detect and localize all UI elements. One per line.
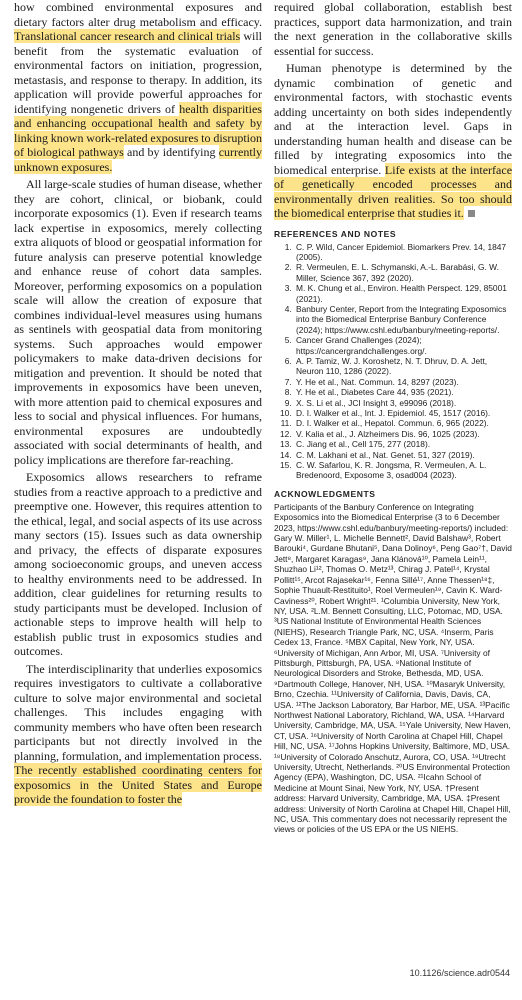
right-column — [274, 0, 512, 835]
text-run: The interdisciplinarity that underlies exposomics requires investigators to cultivate a collaborative culture to solve major environmental and societal challenges. This includes engaging with community members who have often been research participants but not directly involved in the planning, formulation, and implementation process. — [14, 661, 262, 763]
reference-item: 11. D. I. Walker et al., Hepatol. Commun. 6, 965 (2022). — [294, 418, 512, 428]
reference-item: 2. R. Vermeulen, E. L. Schymanski, A.-L. Barabási, G. W. Miller, Science 367, 392 (2020). — [294, 262, 512, 283]
reference-item: 3. M. K. Chung et al., Environ. Health Perspect. 129, 85001 (2021). — [294, 283, 512, 304]
end-of-article-icon — [468, 210, 475, 217]
references-list — [274, 242, 512, 481]
text-run: will benefit from the systematic evaluation of environmental factors on initiation, progression, metastasis, and response to therapy. In addition, its application will provide powerful approaches for identifying nongenetic drivers of — [14, 29, 262, 116]
doi-label: 10.1126/science.adr0544 — [409, 968, 510, 978]
paragraph-5 — [274, 61, 512, 221]
paragraph-2: All large-scale studies of human disease, whether they are cohort, clinical, or biobank, could incorporate exposomics (1). Even if research teams lack expertise in exposomics, merely collecting extra aliquots of blood or geospatial information for future analysis can preserve potential knowledge and enhance reuse of cohort data samples. Moreover, performing exposomics on a population scale will allow the creation of exposure that combines individual-level measures using humans as sentinels with geospatial data from monitoring systems. Such approaches would empower policymakers to make data-driven decisions for mitigation and prevention. It should be noted that improvements in exposomics have been uneven, with more attention paid to chemical exposures and less to social and physical influences. For humans, environmental exposures are undoubtedly associated with social determinants of health, and policy implications are therefore far-reaching. — [14, 177, 262, 467]
reference-item: 12. V. Kalia et al., J. Alzheimers Dis. 96, 1025 (2023). — [294, 429, 512, 439]
paragraph-4 — [14, 662, 262, 807]
reference-item: 5. Cancer Grand Challenges (2024); https://cancergrandchallenges.org/. — [294, 335, 512, 356]
reference-item: 6. A. P. Tamiz, W. J. Koroshetz, N. T. Dhruv, D. A. Jett, Neuron 110, 1286 (2022). — [294, 356, 512, 377]
paragraph-4-continued: required global collaboration, establish best practices, support data harmonization, and train the next generation in the collaborative skills essential for success. — [274, 0, 512, 58]
reference-item: 13. C. Jiang et al., Cell 175, 277 (2018). — [294, 439, 512, 449]
acknowledgments-heading: ACKNOWLEDGMENTS — [274, 488, 376, 499]
references-heading: REFERENCES AND NOTES — [274, 228, 397, 239]
highlight: The recently established coordinating centers for exposomics in the United States and Europe provide the foundation to foster the — [14, 763, 262, 806]
reference-item: 15. C. W. Safarlou, K. R. Jongsma, R. Vermeulen, A. L. Bredenoord, Exposome 3, osad004 (2023). — [294, 460, 512, 481]
paragraph-3: Exposomics allows researchers to reframe studies from a reactive approach to a predictive and preemptive one. However, this requires attention to the ethical, legal, and social aspects of its use across many sectors (15). Issues such as data ownership and privacy, the effects of disparate exposures among socioeconomic groups, and uneven access to healthy environments need to be addressed. In addition, clear guidelines for returning results to study participants must be developed. Inclusion of actionable steps to improve health will help to establish public trust in exposomics studies and outcomes. — [14, 470, 262, 658]
highlight: health disparities and enhancing occupational health and safety by linking known work-related exposures to disruption of biological pathways — [14, 101, 262, 159]
reference-item: 7. Y. He et al., Nat. Commun. 14, 8297 (2023). — [294, 377, 512, 387]
reference-item: 8. Y. He et al., Diabetes Care 44, 935 (2021). — [294, 387, 512, 397]
text-run: how combined environmental exposures and dietary factors alter drug metabolism and efficacy. — [14, 0, 262, 29]
reference-item: 9. X. S. Li et al., JCI Insight 3, e99096 (2018). — [294, 398, 512, 408]
reference-item: 14. C. M. Lakhani et al., Nat. Genet. 51, 327 (2019). — [294, 450, 512, 460]
paragraph-1 — [14, 0, 262, 174]
highlight: Life exists at the interface of genetically encoded processes and environmentally driven realities. So too should the biomedical enterprise that studies it. — [274, 162, 513, 220]
text-run: Human phenotype is determined by the dynamic combination of genetic and environmental factors, with stochastic events adding uncertainty on both sides independently and at the interaction level. Gaps in understanding human health and disease can be filled by integrating exposomics into the biomedical enterprise. — [274, 61, 512, 177]
text-run: and by identifying — [127, 145, 216, 159]
acknowledgments-text: Participants of the Banbury Conference on Integrating Exposomics into the Biomedical Enterprise (3 to 6 December 2023, https://www.cshl.edu/banbury/meeting-reports/) included: Gary W. Miller¹, L. Michelle Bennett², David Balshaw³, Robert Barouki⁴, Gurdane Bhutani⁵, Dana Dolinoy⁶, Peng Gao⁷†, David Jett⁸, Margaret Karagas⁹, Jana Klánová¹⁰, Pamela Lein¹¹, Shuzhao Li¹², Thomas O. Metz¹³, Chirag J. Patel¹⁴, Krystal Pollitt¹⁵, Arcot Rajasekar¹⁶, Fenna Sillé¹⁷, Anne Thessen¹⁸‡, Sophie Thuault-Restituito¹, Roel Vermeulen¹⁹, Cavin K. Ward-Caviness²⁰, Robert Wright²¹. ¹Columbia University, New York, NY, USA. ²L.M. Bennett Consulting, LLC, Potomac, MD, USA. ³US National Institute of Environmental Health Sciences (NIEHS), Research Triangle Park, NC, USA. ⁴Inserm, Paris Cedex 13, France. ⁵MBX Capital, New York, NY, USA. ⁶University of Michigan, Ann Arbor, MI, USA. ⁷University of Pittsburgh, Pittsburgh, PA, USA. ⁸National Institute of Neurological Disorders and Stroke, Bethesda, MD, USA. ⁹Dartmouth College, Hanover, NH, USA. ¹⁰Masaryk University, Brno, Czechia. ¹¹University of California, Davis, Davis, CA, USA. ¹²The Jackson Laboratory, Bar Harbor, ME, USA. ¹³Pacific Northwest National Laboratory, Richland, WA, USA. ¹⁴Harvard University, Cambridge, MA, USA. ¹⁵Yale University, New Haven, CT, USA. ¹⁶University of North Carolina at Chapel Hill, Chapel Hill, NC, USA. ¹⁷Johns Hopkins University, Baltimore, MD, USA. ¹⁸University of Colorado Anschutz, Aurora, CO, USA. ¹⁹Utrecht University, Utrecht, Netherlands. ²⁰US Environmental Protection Agency (EPA), Washington, DC, USA. ²¹Icahn School of Medicine at Mount Sinai, New York, NY, USA. †Present address: Harvard University, Cambridge, MA, USA. ‡Present address: University of North Carolina at Chapel Hill, Chapel Hill, NC, USA. This commentary does not necessarily represent the views or policies of the US EPA or the US NIEHS. — [274, 501, 512, 835]
reference-item: 1. C. P. Wild, Cancer Epidemiol. Biomarkers Prev. 14, 1847 (2005). — [294, 242, 512, 263]
left-column — [14, 0, 262, 807]
reference-item: 4. Banbury Center, Report from the Integrating Exposomics into the Biomedical Enterprise Banbury Conference (2024); https://www.cshl.edu/banbury/meeting-reports/. — [294, 304, 512, 335]
reference-item: 10. D. I. Walker et al., Int. J. Epidemiol. 45, 1517 (2016). — [294, 408, 512, 418]
highlight: currently unknown exposures. — [14, 145, 262, 174]
highlight: Translational cancer research and clinical trials — [14, 29, 241, 43]
